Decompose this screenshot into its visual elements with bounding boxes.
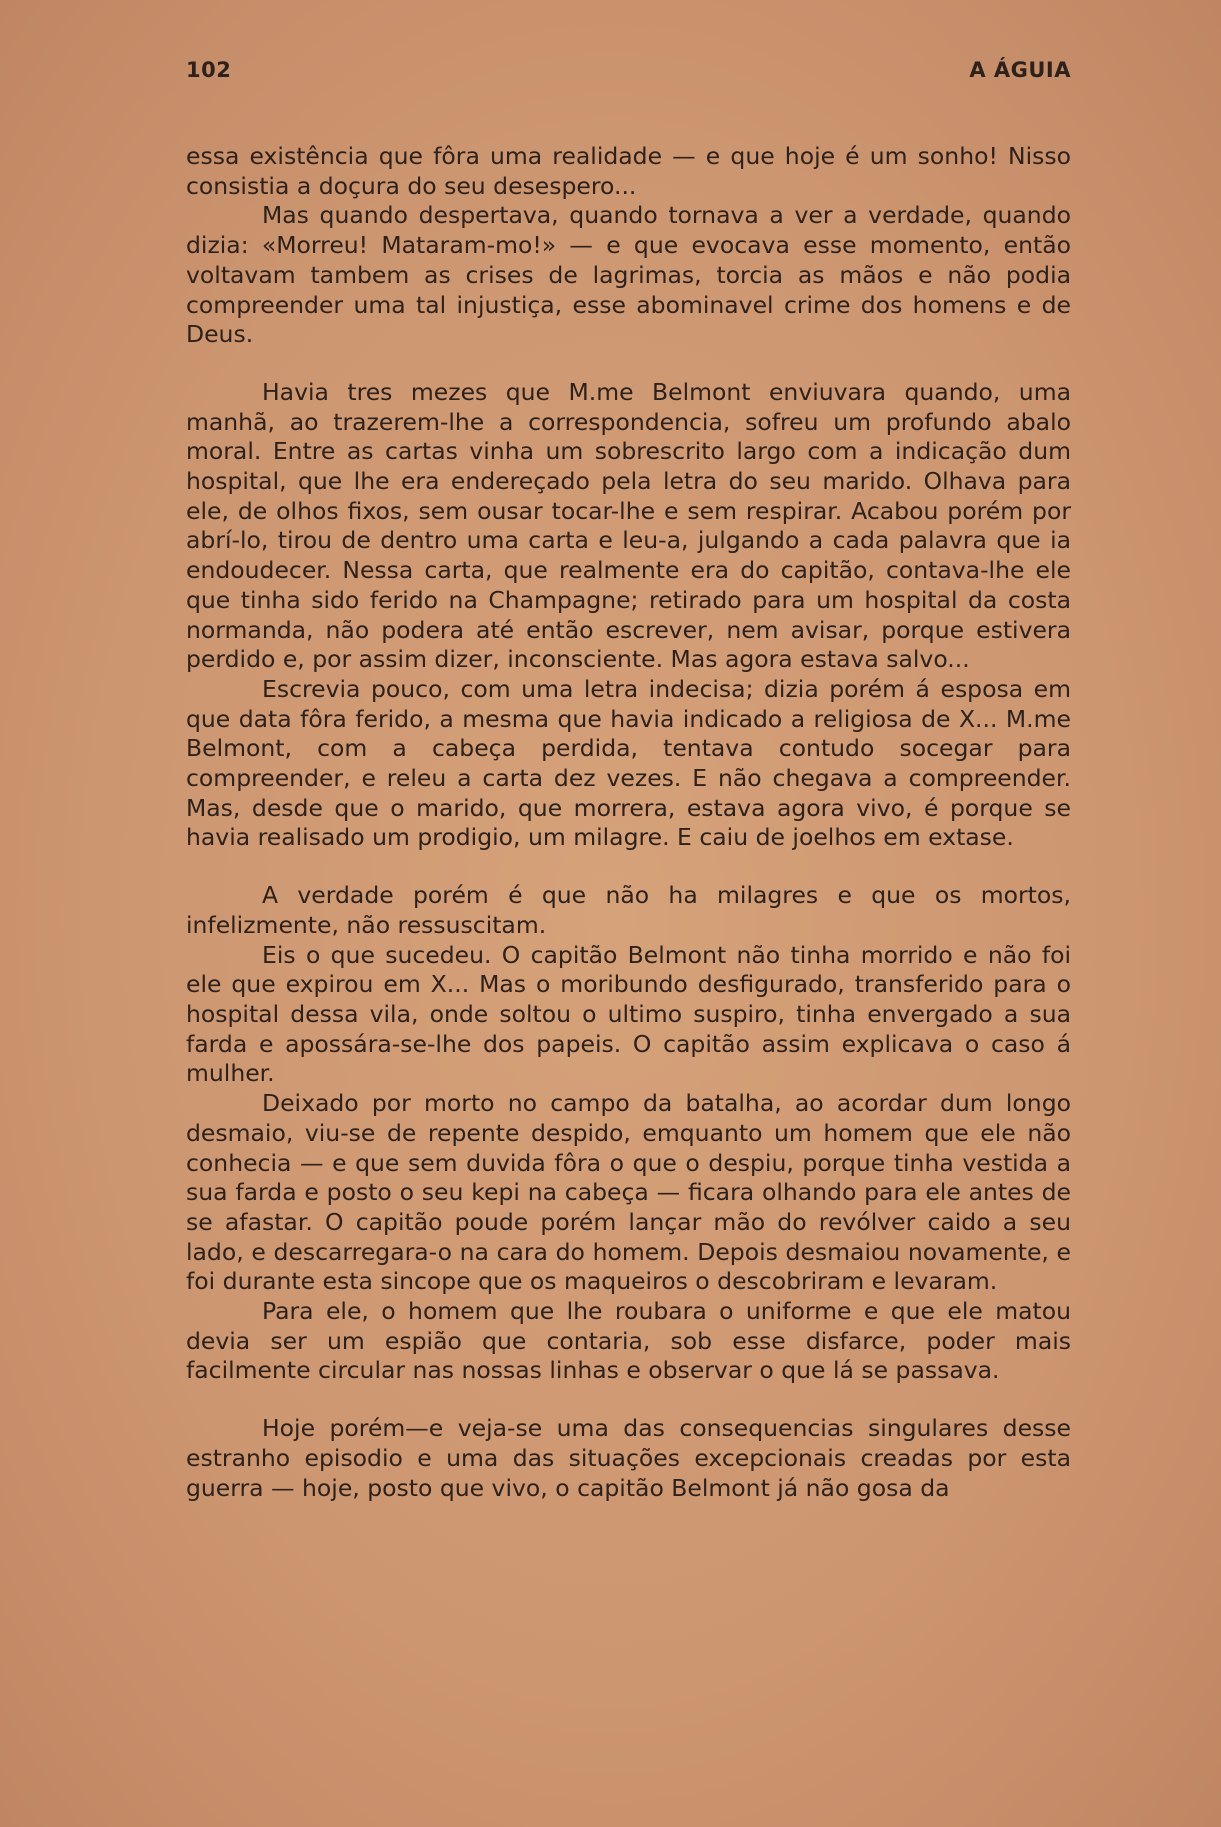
paragraph: Para ele, o homem que lhe roubara o uniforme e que ele matou devia ser um espião que contaria, sob esse disfarce, poder mais facilmente circular nas nossas linhas e observar o que lá se passava. <box>186 1297 1071 1385</box>
paragraph: Eis o que sucedeu. O capitão Belmont não tinha morrido e não foi ele que expirou em X... Mas o moribundo desfigurado, transferido para o hospital dessa vila, onde soltou o ultimo suspiro, tinha envergado a sua farda e apossára-se-lhe dos papeis. O capitão assim explicava o caso á mulher. <box>186 940 1071 1088</box>
paragraph: A verdade porém é que não ha milagres e que os mortos, infelizmente, não ressuscitam. <box>186 881 1071 939</box>
body-text <box>186 142 1071 1503</box>
paragraph: Escrevia pouco, com uma letra indecisa; dizia porém á esposa em que data fôra ferido, a mesma que havia indicado a religiosa de X... M.me Belmont, com a cabeça perdida, tentava contudo socegar para compreender, e releu a carta dez vezes. E não chegava a compreender. Mas, desde que o marido, que morrera, estava agora vivo, é porque se havia realisado um prodigio, um milagre. E caiu de joelhos em extase. <box>186 674 1071 852</box>
paragraph: Hoje porém—e veja-se uma das consequencias singulares desse estranho episodio e uma das situações excepcionais creadas por esta guerra — hoje, posto que vivo, o capitão Belmont já não gosa da <box>186 1414 1071 1502</box>
paragraph: Mas quando despertava, quando tornava a ver a verdade, quando dizia: «Morreu! Mataram-mo!» — e que evocava esse momento, então voltavam tambem as crises de lagrimas, torcia as mãos e não podia compreender uma tal injustiça, esse abominavel crime dos homens e de Deus. <box>186 201 1071 349</box>
page-number: 102 <box>186 58 232 82</box>
paragraph: essa existência que fôra uma realidade — e que hoje é um sonho! Nisso consistia a doçura do seu desespero... <box>186 142 1071 200</box>
running-title: A ÁGUIA <box>969 58 1071 82</box>
paragraph: Havia tres mezes que M.me Belmont enviuvara quando, uma manhã, ao trazerem-lhe a correspondencia, sofreu um profundo abalo moral. Entre as cartas vinha um sobrescrito largo com a indicação dum hospital, que lhe era endereçado pela letra do seu marido. Olhava para ele, de olhos fixos, sem ousar tocar-lhe e sem respirar. Acabou porém por abrí-lo, tirou de dentro uma carta e leu-a, julgando a cada palavra que ia endoudecer. Nessa carta, que realmente era do capitão, contava-lhe ele que tinha sido ferido na Champagne; retirado para um hospital da costa normanda, não podera até então escrever, nem avisar, porque estivera perdido e, por assim dizer, inconsciente. Mas agora estava salvo... <box>186 377 1071 674</box>
paragraph: Deixado por morto no campo da batalha, ao acordar dum longo desmaio, viu-se de repente despido, emquanto um homem que ele não conhecia — e que sem duvida fôra o que o despiu, porque tinha vestida a sua farda e posto o seu kepi na cabeça — ficara olhando para ele antes de se afastar. O capitão poude porém lançar mão do revólver caido a seu lado, e descarregara-o na cara do homem. Depois desmaiou novamente, e foi durante esta sincope que os maqueiros o descobriram e levaram. <box>186 1089 1071 1296</box>
